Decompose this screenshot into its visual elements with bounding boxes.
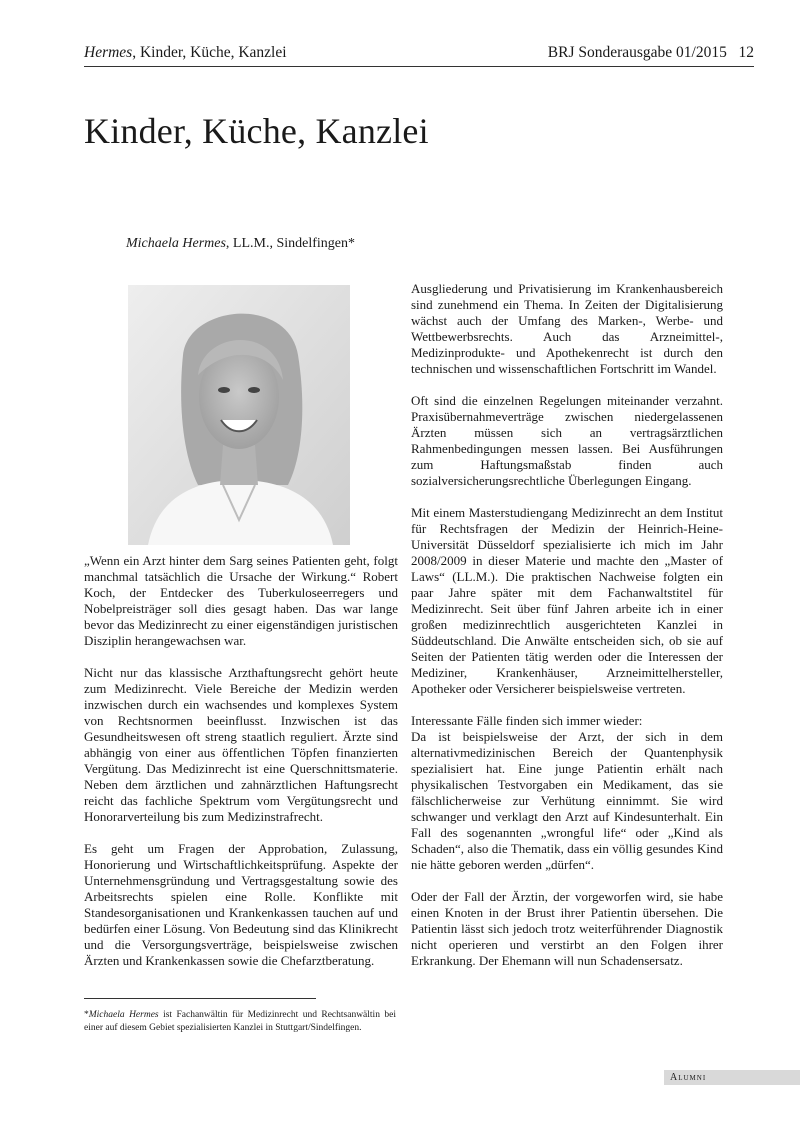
- running-header-journal: [548, 44, 754, 62]
- paragraph: Mit einem Masterstudiengang Medizinrecht an dem Institut für Rechtsfragen der Medizin der Heinrich-Heine-Universität Düsseldorf spezialisierte ich mich im Jahr 2008/2009 in dieser Materie und machte den „Master of Laws“ (LL.M.). Die praktischen Nachweise folgten ein paar Jahre später mit dem Fachanwaltstitel für Medizinrecht. Seit über fünf Jahren arbeite ich in einer großen medizinrechtlich ausgerichteten Kanzlei in Süddeutschland. Die Anwälte entscheiden sich, ob sie auf Seiten der Patienten tätig werden oder die Interessen der Mediziner, Krankenhäuser, Arzneimittelhersteller, Apotheker oder Versicherer beispielsweise vertreten.: [411, 505, 723, 696]
- running-header: [84, 44, 754, 67]
- footnote-divider: [84, 998, 316, 999]
- paragraph: Oder der Fall der Ärztin, der vorgeworfen wird, sie habe einen Knoten in der Brust ihrer Patientin übersehen. Die Patientin lässt sich jedoch trotz weiterführender Diagnostik nicht operieren und verstirbt an den Folgen ihrer Erkrankung. Der Ehemann will nun Schadensersatz.: [411, 889, 723, 968]
- paragraph: Interessante Fälle finden sich immer wieder:: [411, 713, 643, 728]
- section-tab-alumni: Alumni: [664, 1070, 800, 1085]
- paragraph: Es geht um Fragen der Approbation, Zulassung, Honorierung und Wirtschaftlichkeitsprüfung. Aspekte der Unternehmensgründung und Vertragsgestaltung sowie des Arbeitsrechts spielen eine Rolle. Konflikte mit Standesorganisationen und Krankenkassen tauchen auf und bedürfen einer Lösung. Von Bedeutung sind das Klinikrecht und die Versorgungsverträge, beispielsweise zwischen Ärzten und Krankenkassen sowie die Chefarztberatung.: [84, 841, 398, 968]
- header-title-rest: , Kinder, Küche, Kanzlei: [132, 44, 287, 61]
- portrait-illustration: [128, 285, 350, 545]
- author-suffix: , LL.M., Sindelfingen*: [225, 236, 356, 251]
- footnote-name: Michaela Hermes: [88, 1010, 159, 1020]
- paragraph: Ausgliederung und Privatisierung im Krankenhausbereich sind zunehmend ein Thema. In Zeiten der Digitalisierung wächst auch der Umfang des Marken-, Werbe- und Wettbewerbsrechts. Auch das Arzneimittel-, Medizinprodukte- und Apothekenrecht ist durch den technischen und wissenschaftlichen Fortschritt im Wandel.: [411, 281, 723, 376]
- paragraph: „Wenn ein Arzt hinter dem Sarg seines Patienten geht, folgt manchmal tatsächlich die Ursache der Wirkung.“ Robert Koch, der Entdecker des Tuberkuloseerregers und Nobelpreisträger soll dies gesagt haben. Das war lange bevor das Medizinrecht zu einer eigenständigen juristischen Disziplin herangewachsen war.: [84, 553, 398, 648]
- footnote-marker: *: [84, 1010, 89, 1020]
- running-header-title: [84, 44, 287, 62]
- header-journal: BRJ Sonderausgabe 01/2015: [547, 44, 727, 61]
- author-name: Michaela Hermes: [126, 236, 226, 251]
- left-column: [84, 553, 398, 985]
- author-portrait-photo: [128, 285, 350, 545]
- footnote: [84, 1009, 396, 1035]
- paragraph: Da ist beispielsweise der Arzt, der sich in dem alternativmedizinischen Bereich der Quantenphysik spezialisiert hat. Eine junge Patientin erhält nach physikalischen Testvorgaben ein Medikament, das sie fälschlicherweise zur Verhütung einnimmt. Sie wird schwanger und verklagt den Arzt auf Kindesunterhalt. Ein Fall des sogenannten „wrongful life“ oder „Kind als Schaden“, also die Thematik, dass ein völlig gesundes Kind nie hätte geboren werden „dürfen“.: [411, 729, 723, 872]
- article-title: Kinder, Küche, Kanzlei: [84, 111, 429, 151]
- header-author-surname: Hermes: [84, 44, 133, 61]
- footnote-text: ist Fachanwältin für Medizinrecht und Rechtsanwältin bei einer auf diesem Gebiet spezialisierten Kanzlei in Stuttgart/Sindelfingen.: [84, 1010, 396, 1033]
- page-number: 12: [738, 44, 754, 61]
- author-line: [126, 236, 355, 252]
- right-column: [411, 281, 723, 985]
- paragraph: Oft sind die einzelnen Regelungen miteinander verzahnt. Praxisübernahmeverträge zwischen niedergelassenen Ärzten müssen sich an vertragsärztlichen Rahmenbedingungen messen lassen. Bei Ausführungen zum Haftungsmaßstab finden auch sozialversicherungsrechtliche Überlegungen Eingang.: [411, 393, 723, 488]
- paragraph: Nicht nur das klassische Arzthaftungsrecht gehört heute zum Medizinrecht. Viele Bereiche der Medizin werden inzwischen durch ein wachsendes und komplexes System von Rechtsnormen beeinflusst. Inzwischen ist das Gesundheitswesen oft streng staatlich reguliert. Ärzte sind abhängig von einer aus öffentlichen Töpfen finanzierten Vergütung. Das Medizinrecht ist eine Querschnittsmaterie. Neben dem ärztlichen und zahnärztlichen Haftungsrecht reicht das fachliche Spektrum vom Vergütungsrecht und Honorarverteilung bis zum Medizinstrafrecht.: [84, 665, 398, 824]
